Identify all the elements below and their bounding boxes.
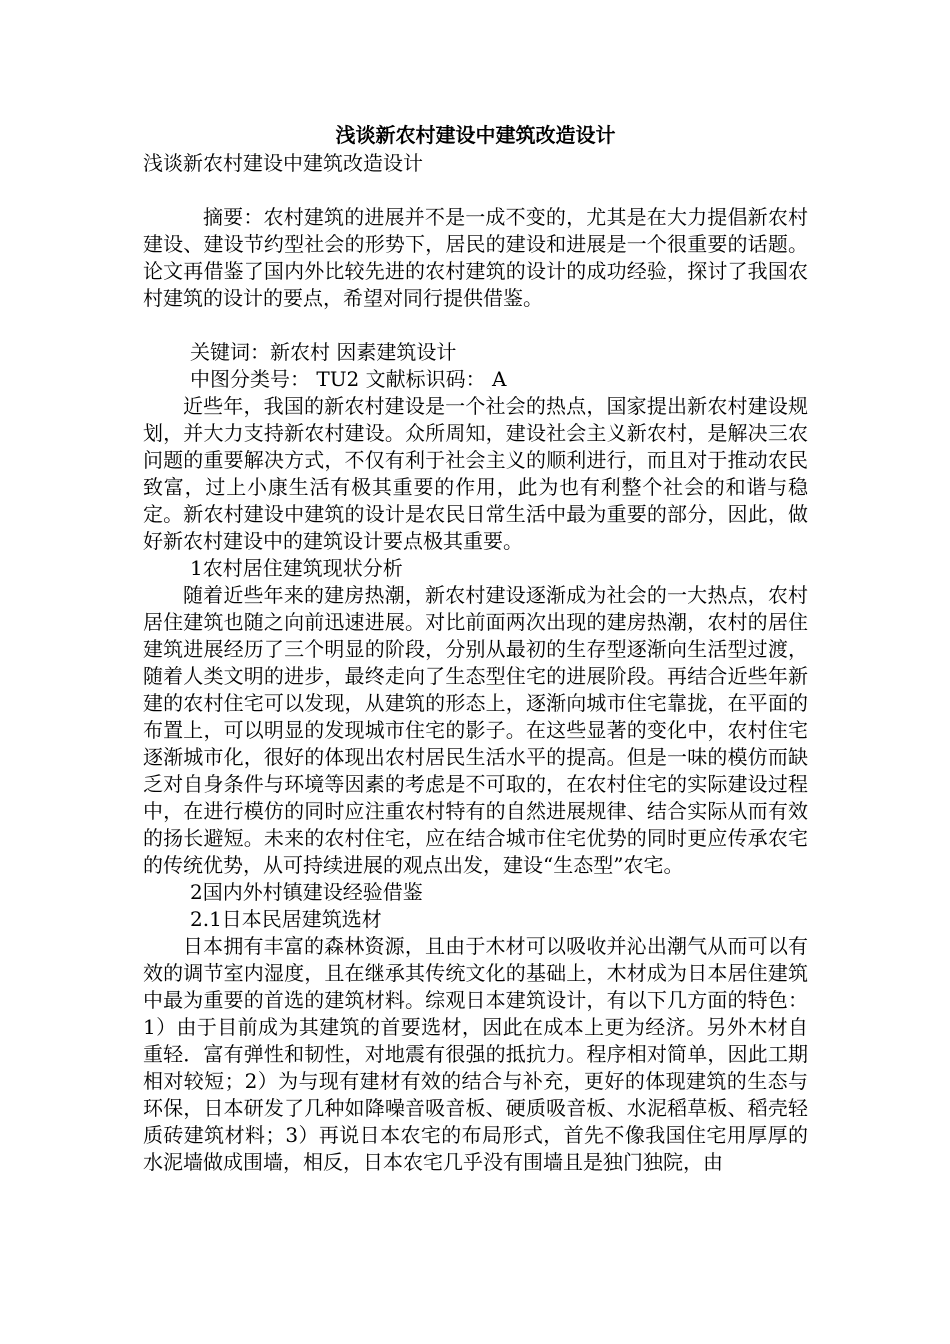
- classification-line: 中图分类号： TU2 文献标识码： A: [190, 367, 507, 391]
- keywords-line: 关键词：新农村 因素建筑设计: [190, 340, 457, 364]
- document-subtitle: 浅谈新农村建设中建筑改造设计: [143, 151, 423, 175]
- section-2-1-paragraph: 日本拥有丰富的森林资源，且由于木材可以吸收并沁出潮气从而可以有效的调节室内湿度，且在继承其传统文化的基础上，木材成为日本居住建筑中最为重要的首选的建筑材料。综观日本建筑设计，有以下几方面的特色：1）由于目前成为其建筑的首要选材，因此在成本上更为经济。另外木材自重轻．富有弹性和韧性，对地震有很强的抵抗力。程序相对简单，因此工期相对较短；2）为与现有建材有效的结合与补充，更好的体现建筑的生态与环保，日本研发了几种如降噪音吸音板、硬质吸音板、水泥稻草板、稻壳轻质砖建筑材料；3）再说日本农宅的布局形式，首先不像我国住宅用厚厚的水泥墙做成围墙，相反，日本农宅几乎没有围墙且是独门独院，由: [143, 934, 808, 1174]
- section-1-paragraph: 随着近些年来的建房热潮，新农村建设逐渐成为社会的一大热点，农村居住建筑也随之向前迅速进展。对比前面两次出现的建房热潮，农村的居住建筑进展经历了三个明显的阶段，分别从最初的生存型逐渐向生活型过渡，随着人类文明的进步，最终走向了生态型住宅的进展阶段。再结合近些年新建的农村住宅可以发现，从建筑的形态上，逐渐向城市住宅靠拢，在平面的布置上，可以明显的发现城市住宅的影子。在这些显著的变化中，农村住宅逐渐城市化，很好的体现出农村居民生活水平的提高。但是一味的模仿而缺乏对自身条件与环境等因素的考虑是不可取的，在农村住宅的实际建设过程中，在进行模仿的同时应注重农村特有的自然进展规律、结合实际从而有效的扬长避短。未来的农村住宅，应在结合城市住宅优势的同时更应传承农宅的传统优势，从可持续进展的观点出发，建设“生态型”农宅。: [143, 583, 808, 877]
- document-title: 浅谈新农村建设中建筑改造设计: [335, 123, 616, 147]
- blank-line: [143, 312, 808, 339]
- abstract-paragraph: 摘要：农村建筑的进展并不是一成不变的，尤其是在大力提倡新农村建设、建设节约型社会的形势下，居民的建设和进展是一个很重要的话题。论文再借鉴了国内外比较先进的农村建筑的设计的成功经验，探讨了我国农村建筑的设计的要点，希望对同行提供借鉴。: [143, 205, 808, 310]
- intro-paragraph: 近些年，我国的新农村建设是一个社会的热点，国家提出新农村建设规划，并大力支持新农村建设。众所周知，建设社会主义新农村，是解决三农问题的重要解决方式，不仅有利于社会主义的顺利进行，而且对于推动农民致富，过上小康生活有极其重要的作用，此为也有利整个社会的和谐与稳定。新农村建设中建筑的设计是农民日常生活中最为重要的部分，因此，做好新农村建设中的建筑设计要点极其重要。: [143, 394, 808, 553]
- document-page: [143, 118, 808, 1176]
- blank-line: [143, 177, 808, 204]
- section-1-heading: 1农村居住建筑现状分析: [190, 556, 403, 580]
- section-2-heading: 2国内外村镇建设经验借鉴: [190, 880, 423, 904]
- section-2-1-heading: 2.1日本民居建筑选材: [190, 907, 382, 931]
